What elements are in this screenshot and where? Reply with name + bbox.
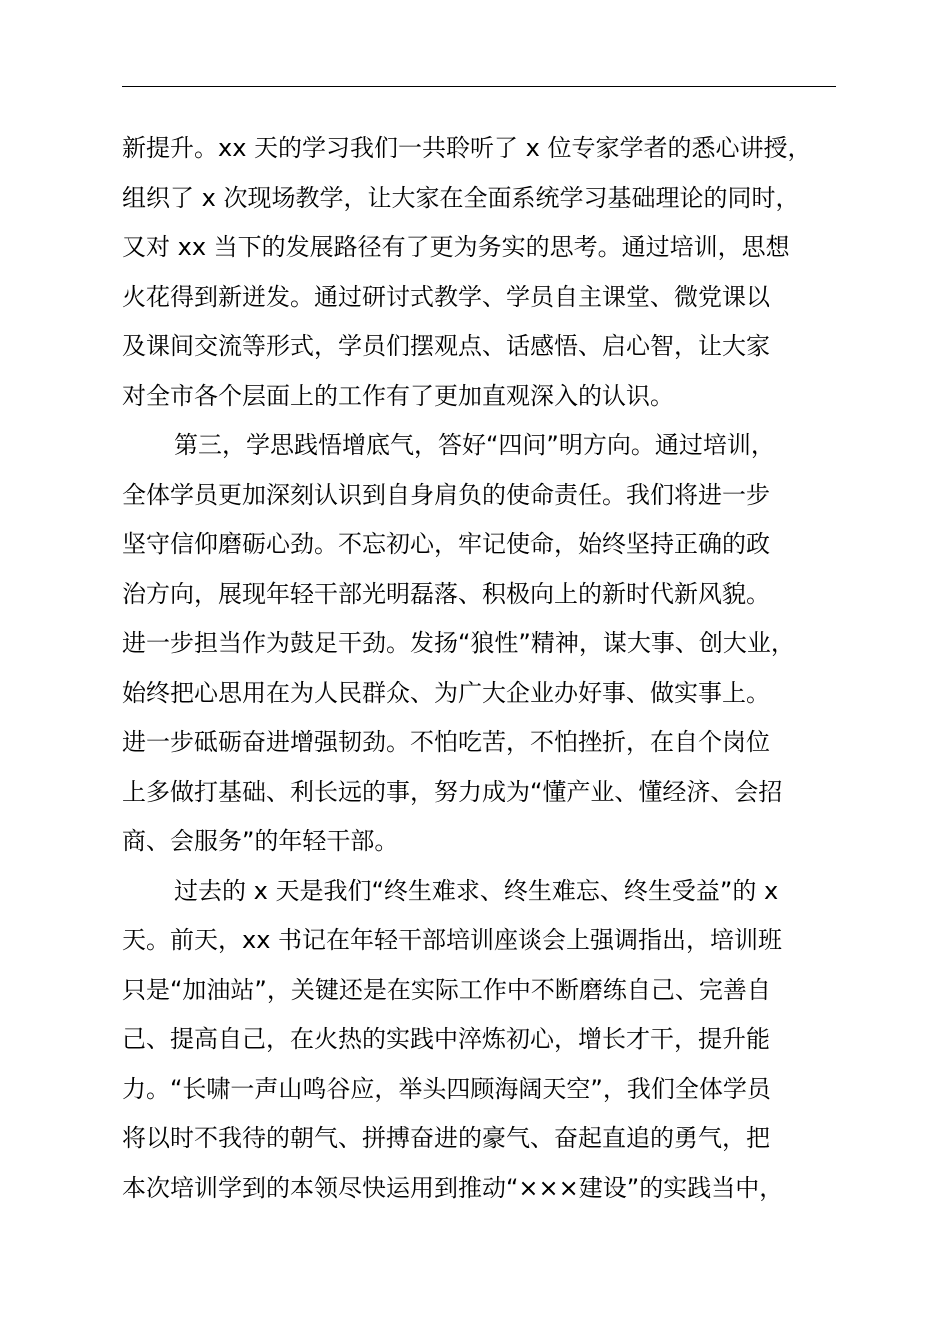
text-line: 进一步砥砺奋进增强韧劲。不怕吃苦，不怕挫折，在自个岗位	[122, 728, 770, 756]
text-line: 本次培训学到的本领尽快运用到推动“×××建设”的实践当中，	[122, 1173, 784, 1202]
text-line: 新提升。xx 天的学习我们一共聆听了 x 位专家学者的悉心讲授，	[122, 134, 812, 162]
text-line: 又对 xx 当下的发展路径有了更为务实的思考。通过培训，思想	[122, 233, 790, 261]
text-line: 进一步担当作为鼓足干劲。发扬“狼性”精神，谋大事、创大业，	[122, 629, 795, 657]
text-line: 治方向，展现年轻干部光明磊落、积极向上的新时代新风貌。	[122, 579, 770, 608]
text-line: 将以时不我待的朝气、拼搏奋进的豪气、奋起直追的勇气，把	[122, 1124, 770, 1152]
text-line: 始终把心思用在为人民群众、为广大企业办好事、做实事上。	[122, 678, 770, 707]
text-line: 商、会服务”的年轻干部。	[122, 827, 399, 855]
header-divider	[122, 86, 836, 87]
paragraph-first-line: 过去的 x 天是我们“终生难求、终生难忘、终生受益”的 x	[174, 876, 779, 905]
text-line: 对全市各个层面上的工作有了更加直观深入的认识。	[122, 381, 674, 410]
text-line: 火花得到新迸发。通过研讨式教学、学员自主课堂、微党课以	[122, 282, 770, 311]
text-line: 组织了 x 次现场教学，让大家在全面系统学习基础理论的同时，	[122, 183, 800, 212]
text-line: 己、提高自己，在火热的实践中淬炼初心，增长才干，提升能	[122, 1025, 770, 1053]
text-line: 坚守信仰磨砺心劲。不忘初心，牢记使命，始终坚持正确的政	[122, 530, 770, 558]
text-line: 全体学员更加深刻认识到自身肩负的使命责任。我们将进一步	[122, 480, 770, 509]
text-line: 天。前天，xx 书记在年轻干部培训座谈会上强调指出，培训班	[122, 926, 783, 954]
text-line: 力。“长啸一声山鸣谷应，举头四顾海阔天空”，我们全体学员	[122, 1074, 771, 1103]
document-body	[122, 124, 862, 1213]
text-line: 及课间交流等形式，学员们摆观点、话感悟、启心智，让大家	[122, 332, 770, 360]
text-line: 上多做打基础、利长远的事，努力成为“懂产业、懂经济、会招	[122, 777, 783, 806]
paragraph-first-line: 第三，学思践悟增底气，答好“四问”明方向。通过培训，	[174, 431, 775, 459]
text-line: 只是“加油站”，关键还是在实际工作中不断磨练自己、完善自	[122, 975, 771, 1004]
